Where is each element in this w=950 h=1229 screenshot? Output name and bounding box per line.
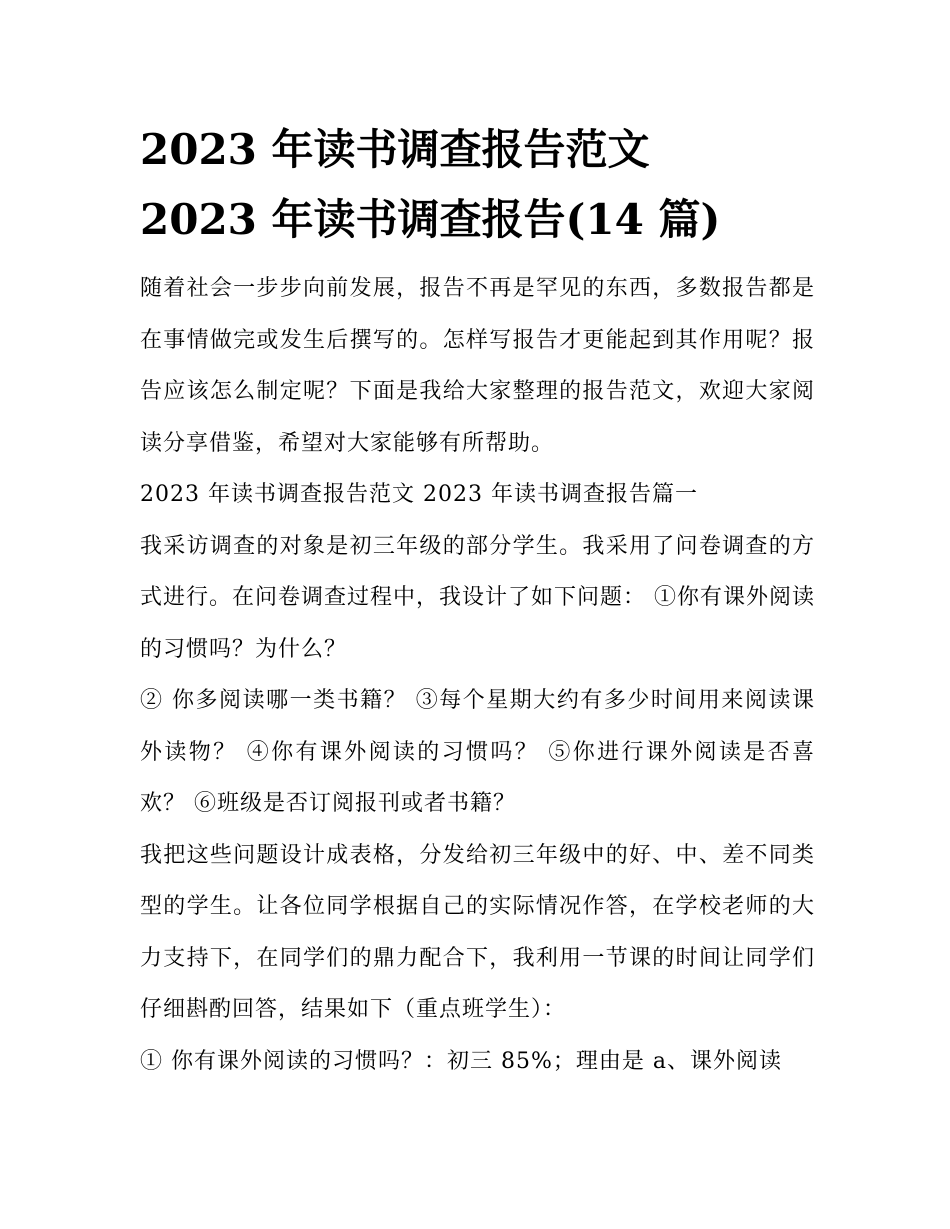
title-block (140, 115, 815, 255)
document-page (140, 115, 815, 1087)
document-title-line2: 2023 年读书调查报告(14 篇) (140, 195, 721, 244)
survey-method-paragraph: 我把这些问题设计成表格，分发给初三年级中的好、中、差不同类型的学生。让各位同学根据自己的实际情况作答，在学校老师的大力支持下，在同学们的鼎力配合下，我利用一节课的时间让同学们仔细斟酌回答，结果如下（重点班学生）： (140, 842, 815, 1022)
survey-result-paragraph: ① 你有课外阅读的习惯吗？：初三 85%；理由是 a、课外阅读 (140, 1048, 782, 1074)
survey-description-paragraph: 我采访调查的对象是初三年级的部分学生。我采用了问卷调查的方式进行。在问卷调查过程中，我设计了如下问题： ①你有课外阅读的习惯吗？为什么？ (140, 533, 815, 662)
section-heading: 2023 年读书调查报告范文 2023 年读书调查报告篇一 (140, 482, 698, 507)
intro-paragraph: 随着社会一步步向前发展，报告不再是罕见的东西，多数报告都是在事情做完或发生后撰写的。怎样写报告才更能起到其作用呢？报告应该怎么制定呢？下面是我给大家整理的报告范文，欢迎大家阅读分享借鉴，希望对大家能够有所帮助。 (140, 276, 815, 456)
survey-questions-paragraph: ② 你多阅读哪一类书籍？ ③每个星期大约有多少时间用来阅读课外读物？ ④你有课外阅读的习惯吗？ ⑤你进行课外阅读是否喜欢？ ⑥班级是否订阅报刊或者书籍？ (140, 688, 815, 816)
document-title-line1: 2023 年读书调查报告范文 (140, 125, 650, 174)
